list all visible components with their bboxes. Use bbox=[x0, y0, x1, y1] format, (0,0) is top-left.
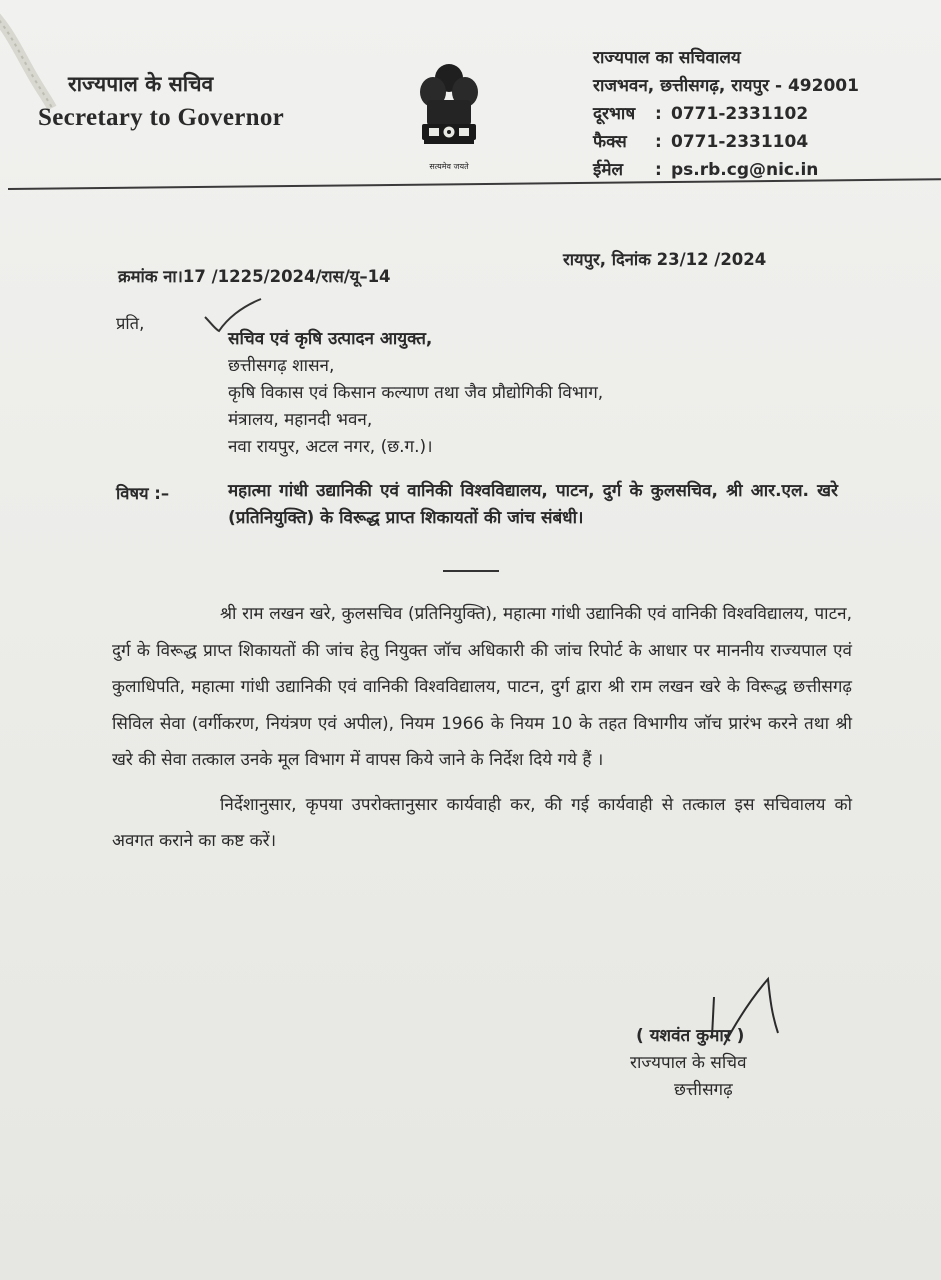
office-address: राजभवन, छत्तीसगढ़, रायपुर - 492001 bbox=[593, 76, 859, 96]
letterhead-left bbox=[38, 70, 284, 132]
letterhead-right bbox=[593, 44, 859, 184]
subject-divider bbox=[443, 570, 499, 572]
contact-email-key: ईमेल bbox=[593, 160, 624, 180]
secretary-title-hindi: राज्यपाल के सचिव bbox=[68, 71, 214, 96]
recipient-address bbox=[228, 326, 603, 461]
signatory-name: ( यशवंत कुमार ) bbox=[636, 1026, 745, 1046]
office-name: राज्यपाल का सचिवालय bbox=[593, 48, 741, 68]
signature-block bbox=[628, 1023, 747, 1104]
contact-fax-value: 0771-2331104 bbox=[671, 132, 809, 152]
header-divider bbox=[8, 178, 941, 190]
body-paragraph-1: श्री राम लखन खरे, कुलसचिव (प्रतिनियुक्ति), महात्मा गांधी उद्यानिकी एवं वानिकी विश्वविद्यालय, पाटन, दुर्ग के विरूद्ध प्राप्त शिकायतों की जांच हेतु नियुक्त जॉच अधिकारी की जांच रिपोर्ट के आधार पर माननीय राज्यपाल एवं कुलाधिपति, महात्मा गांधी उद्यानिकी एवं वानिकी विश्वविद्यालय, पाटन, दुर्ग द्वारा श्री राम लखन खरे के विरूद्ध छत्तीसगढ़ सिविल सेवा (वर्गीकरण, नियंत्रण एवं अपील), नियम 1966 के नियम 10 के तहत विभागीय जॉच प्रारंभ करने तथा श्री खरे की सेवा तत्काल उनके मूल विभाग में वापस किये जाने के निर्देश दिये गये हैं । bbox=[112, 604, 852, 770]
recipient-line: कृषि विकास एवं किसान कल्याण तथा जैव प्रौद्योगिकी विभाग, bbox=[228, 383, 604, 403]
reference-number: क्रमांक ना।17 /1225/2024/रास/यू–14 bbox=[118, 267, 391, 286]
signatory-state: छत्तीसगढ़ bbox=[674, 1080, 733, 1100]
recipient-line: सचिव एवं कृषि उत्पादन आयुक्त, bbox=[228, 329, 433, 349]
subject-text: महात्मा गांधी उद्यानिकी एवं वानिकी विश्वविद्यालय, पाटन, दुर्ग के कुलसचिव, श्री आर.एल. खरे (प्रतिनियुक्ति) के विरूद्ध प्राप्त शिकायतों की जांच संबंधी। bbox=[228, 481, 838, 528]
recipient-line: नवा रायपुर, अटल नगर, (छ.ग.)। bbox=[228, 437, 433, 457]
subject-label: विषय :– bbox=[116, 484, 170, 503]
contact-phone: दूरभाष : 0771-2331102 bbox=[593, 100, 859, 128]
contact-email-value: ps.rb.cg@nic.in bbox=[671, 160, 819, 180]
letter-body bbox=[112, 596, 852, 860]
signatory-designation: राज्यपाल के सचिव bbox=[630, 1053, 747, 1073]
contact-phone-key: दूरभाष bbox=[593, 104, 636, 124]
lion-capital-icon bbox=[413, 56, 485, 156]
state-emblem bbox=[413, 56, 485, 172]
body-paragraph-2: निर्देशानुसार, कृपया उपरोक्तानुसार कार्यवाही कर, की गई कार्यवाही से तत्काल इस सचिवालय को अवगत कराने का कष्ट करें। bbox=[112, 794, 852, 851]
recipient-line: मंत्रालय, महानदी भवन, bbox=[228, 410, 373, 430]
secretary-title-english: Secretary to Governor bbox=[38, 104, 285, 131]
contact-fax-key: फैक्स bbox=[593, 132, 627, 152]
contact-fax: फैक्स : 0771-2331104 bbox=[593, 128, 859, 156]
recipient-line: छत्तीसगढ़ शासन, bbox=[228, 356, 335, 376]
contact-phone-value: 0771-2331102 bbox=[671, 104, 809, 124]
letter-date: रायपुर, दिनांक 23/12 /2024 bbox=[563, 250, 767, 269]
recipient-label: प्रति, bbox=[116, 314, 145, 333]
emblem-motto: सत्यमेव जयते bbox=[429, 162, 469, 171]
contact-email: ईमेल : ps.rb.cg@nic.in bbox=[593, 156, 859, 184]
